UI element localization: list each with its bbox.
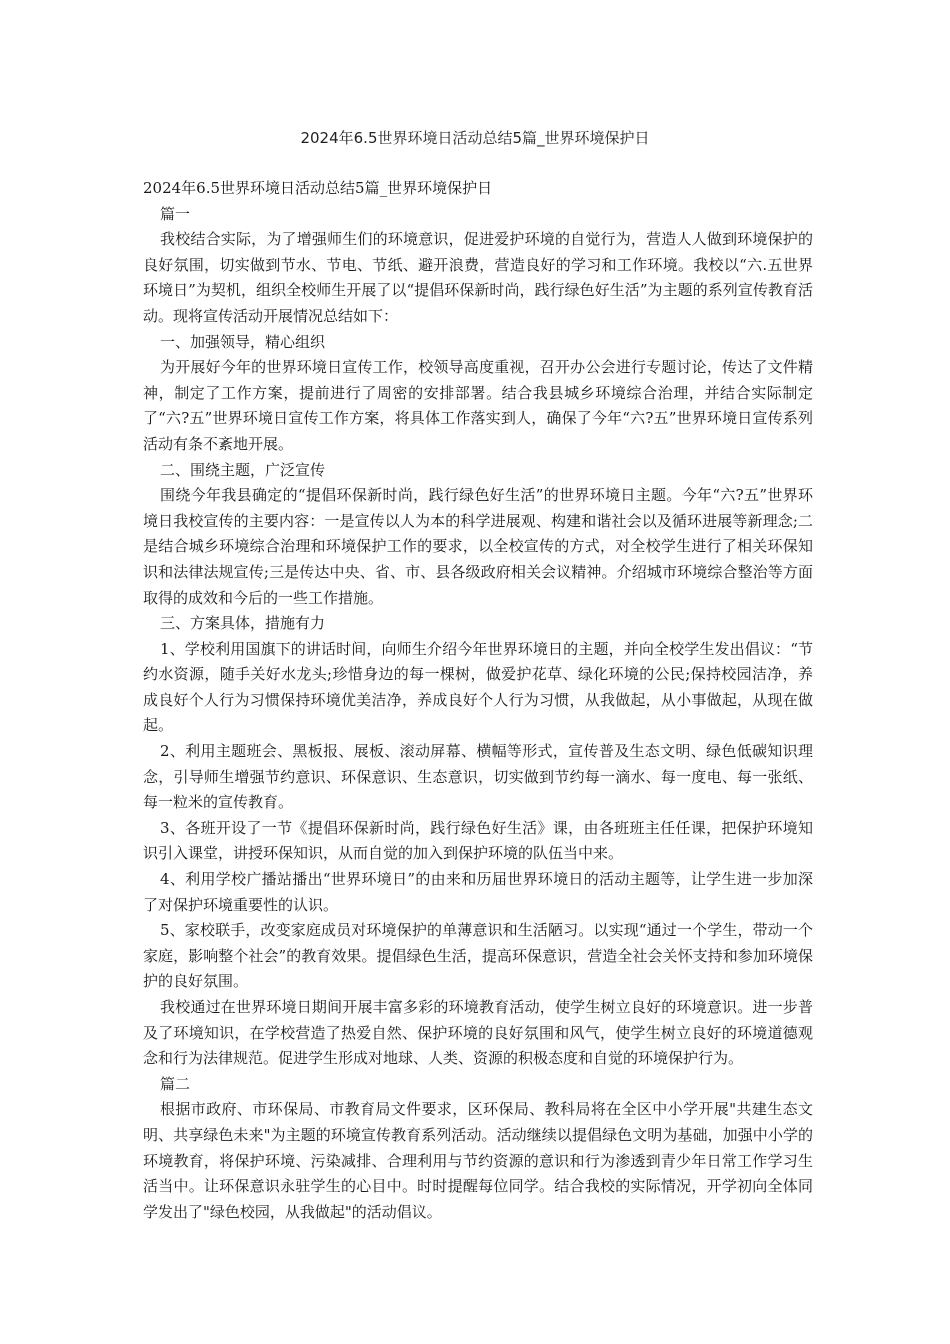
document-subtitle: 2024年6.5世界环境日活动总结5篇_世界环境保护日: [143, 179, 493, 197]
document-body: [143, 176, 813, 1225]
list-item: 4、利用学校广播站播出“世界环境日”的由来和历届世界环境日的活动主题等，让学生进一步加深了对保护环境重要性的认识。: [143, 870, 813, 914]
paragraph: 根据市政府、市环保局、市教育局文件要求，区环保局、教科局将在全区中小学开展"共建生态文明、共享绿色未来"为主题的环境宣传教育系列活动。活动继续以提倡绿色文明为基础，加强中小学的环境教育，将保护环境、污染减排、合理利用与节约资源的意识和行为渗透到青少年日常工作学习生活当中。让环保意识永驻学生的心目中。时时提醒每位同学。结合我校的实际情况，开学初向全体同学发出了"绿色校园，从我做起"的活动倡议。: [143, 1100, 813, 1221]
paragraph: 我校通过在世界环境日期间开展丰富多彩的环境教育活动，使学生树立良好的环境意识。进一步普及了环境知识，在学校营造了热爱自然、保护环境的良好氛围和风气，使学生树立良好的环境道德观念和行为法律规范。促进学生形成对地球、人类、资源的积极态度和自觉的环境保护行为。: [143, 998, 813, 1068]
section-heading: 一、加强领导，精心组织: [160, 332, 326, 351]
section-heading: 二、围绕主题，广泛宣传: [160, 460, 326, 479]
paragraph: 我校结合实际，为了增强师生们的环境意识，促进爱护环境的自觉行为，营造人人做到环境保护的良好氛围，切实做到节水、节电、节纸、避开浪费，营造良好的学习和工作环境。我校以“六.五世界环境日”为契机，组织全校师生开展了以“提倡环保新时尚，践行绿色好生活”为主题的系列宣传教育活动。现将宣传活动开展情况总结如下：: [143, 230, 813, 325]
list-item: 2、利用主题班会、黑板报、展板、滚动屏幕、横幅等形式，宣传普及生态文明、绿色低碳知识理念，引导师生增强节约意识、环保意识、生态意识，切实做到节约每一滴水、每一度电、每一张纸、每一粒米的宣传教育。: [143, 742, 813, 812]
list-item: 1、学校利用国旗下的讲话时间，向师生介绍今年世界环境日的主题，并向全校学生发出倡议：“节约水资源，随手关好水龙头;珍惜身边的每一棵树，做爱护花草、绿化环境的公民;保持校园洁净，养成良好个人行为习惯保持环境优美洁净，养成良好个人行为习惯，从我做起，从小事做起，从现在做起。: [143, 639, 813, 735]
section-heading-part-two: 篇二: [160, 1074, 191, 1093]
document-title: 2024年6.5世界环境日活动总结5篇_世界环境保护日: [300, 129, 650, 147]
paragraph: 为开展好今年的世界环境日宣传工作，校领导高度重视，召开办公会进行专题讨论，传达了文件精神，制定了工作方案，提前进行了周密的安排部署。结合我县城乡环境综合治理，并结合实际制定了“六?五”世界环境日宣传工作方案，将具体工作落实到人，确保了今年“六?五”世界环境日宣传系列活动有条不紊地开展。: [143, 358, 813, 453]
paragraph: 围绕今年我县确定的“提倡环保新时尚，践行绿色好生活”的世界环境日主题。今年“六?五”世界环境日我校宣传的主要内容：一是宣传以人为本的科学进展观、构建和谐社会以及循环进展等新理念;二是结合城乡环境综合治理和环境保护工作的要求，以全校宣传的方式，对全校学生进行了相关环保知识和法律法规宣传;三是传达中央、省、市、县各级政府相关会议精神。介绍城市环境综合整治等方面取得的成效和今后的一些工作措施。: [143, 486, 813, 607]
list-item: 5、家校联手，改变家庭成员对环境保护的单薄意识和生活陋习。以实现“通过一个学生，带动一个家庭，影响整个社会”的教育效果。提倡绿色生活，提高环保意识，营造全社会关怀支持和参加环境保护的良好氛围。: [143, 921, 813, 991]
list-item: 3、各班开设了一节《提倡环保新时尚，践行绿色好生活》课，由各班班主任任课，把保护环境知识引入课堂，讲授环保知识，从而自觉的加入到保护环境的队伍当中来。: [143, 818, 813, 863]
section-heading-part-one: 篇一: [160, 204, 191, 223]
section-heading: 三、方案具体，措施有力: [160, 614, 326, 633]
